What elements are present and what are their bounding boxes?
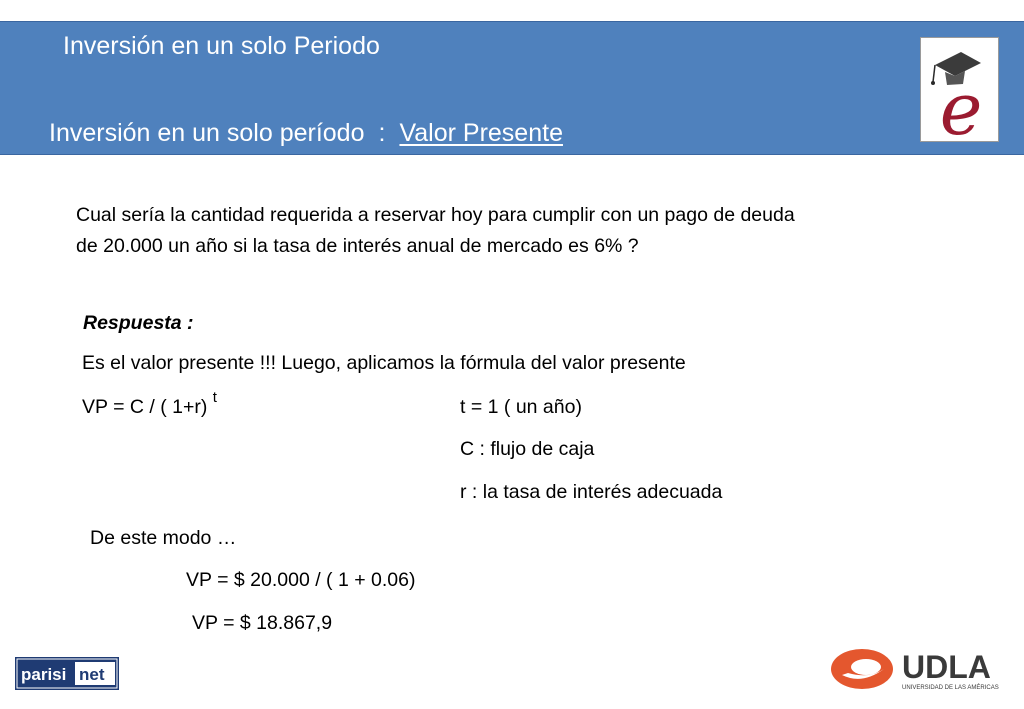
e-logo	[920, 37, 999, 142]
udla-logo	[830, 645, 1002, 695]
formula	[82, 388, 217, 419]
question-line-2: de 20.000 un año si la tasa de interés anual de mercado es 6% ?	[76, 235, 639, 257]
svg-text:net: net	[79, 665, 105, 684]
subtitle-left: Inversión en un solo período	[49, 119, 365, 147]
answer-intro: Es el valor presente !!! Luego, aplicamos la fórmula del valor presente	[82, 352, 686, 374]
subtitle-right: Valor Presente	[399, 119, 563, 147]
formula-base: VP = C / ( 1+r)	[82, 396, 208, 418]
formula-exponent: t	[212, 388, 217, 406]
definition-c: C : flujo de caja	[460, 438, 595, 460]
parisinet-logo	[15, 657, 119, 690]
answer-label: Respuesta :	[83, 312, 194, 334]
svg-text:UNIVERSIDAD DE LAS AMÉRICAS: UNIVERSIDAD DE LAS AMÉRICAS	[902, 685, 999, 691]
graduation-cap-e-icon	[921, 38, 998, 141]
svg-text:UDLA: UDLA	[902, 649, 991, 685]
conclusion-intro: De este modo …	[90, 527, 237, 549]
question-line-1: Cual sería la cantidad requerida a reservar hoy para cumplir con un pago de deuda	[76, 204, 795, 226]
subtitle-separator: :	[378, 119, 386, 147]
result-line: VP = $ 18.867,9	[192, 612, 333, 634]
definition-t: t = 1 ( un año)	[460, 396, 582, 418]
calculation-line: VP = $ 20.000 / ( 1 + 0.06)	[186, 569, 416, 591]
slide-subtitle	[49, 119, 563, 148]
svg-text:e: e	[939, 67, 983, 141]
svg-text:parisi: parisi	[21, 665, 67, 684]
slide-title: Inversión en un solo Periodo	[63, 32, 380, 60]
definition-r: r : la tasa de interés adecuada	[460, 481, 723, 503]
slide-header	[0, 21, 1024, 155]
